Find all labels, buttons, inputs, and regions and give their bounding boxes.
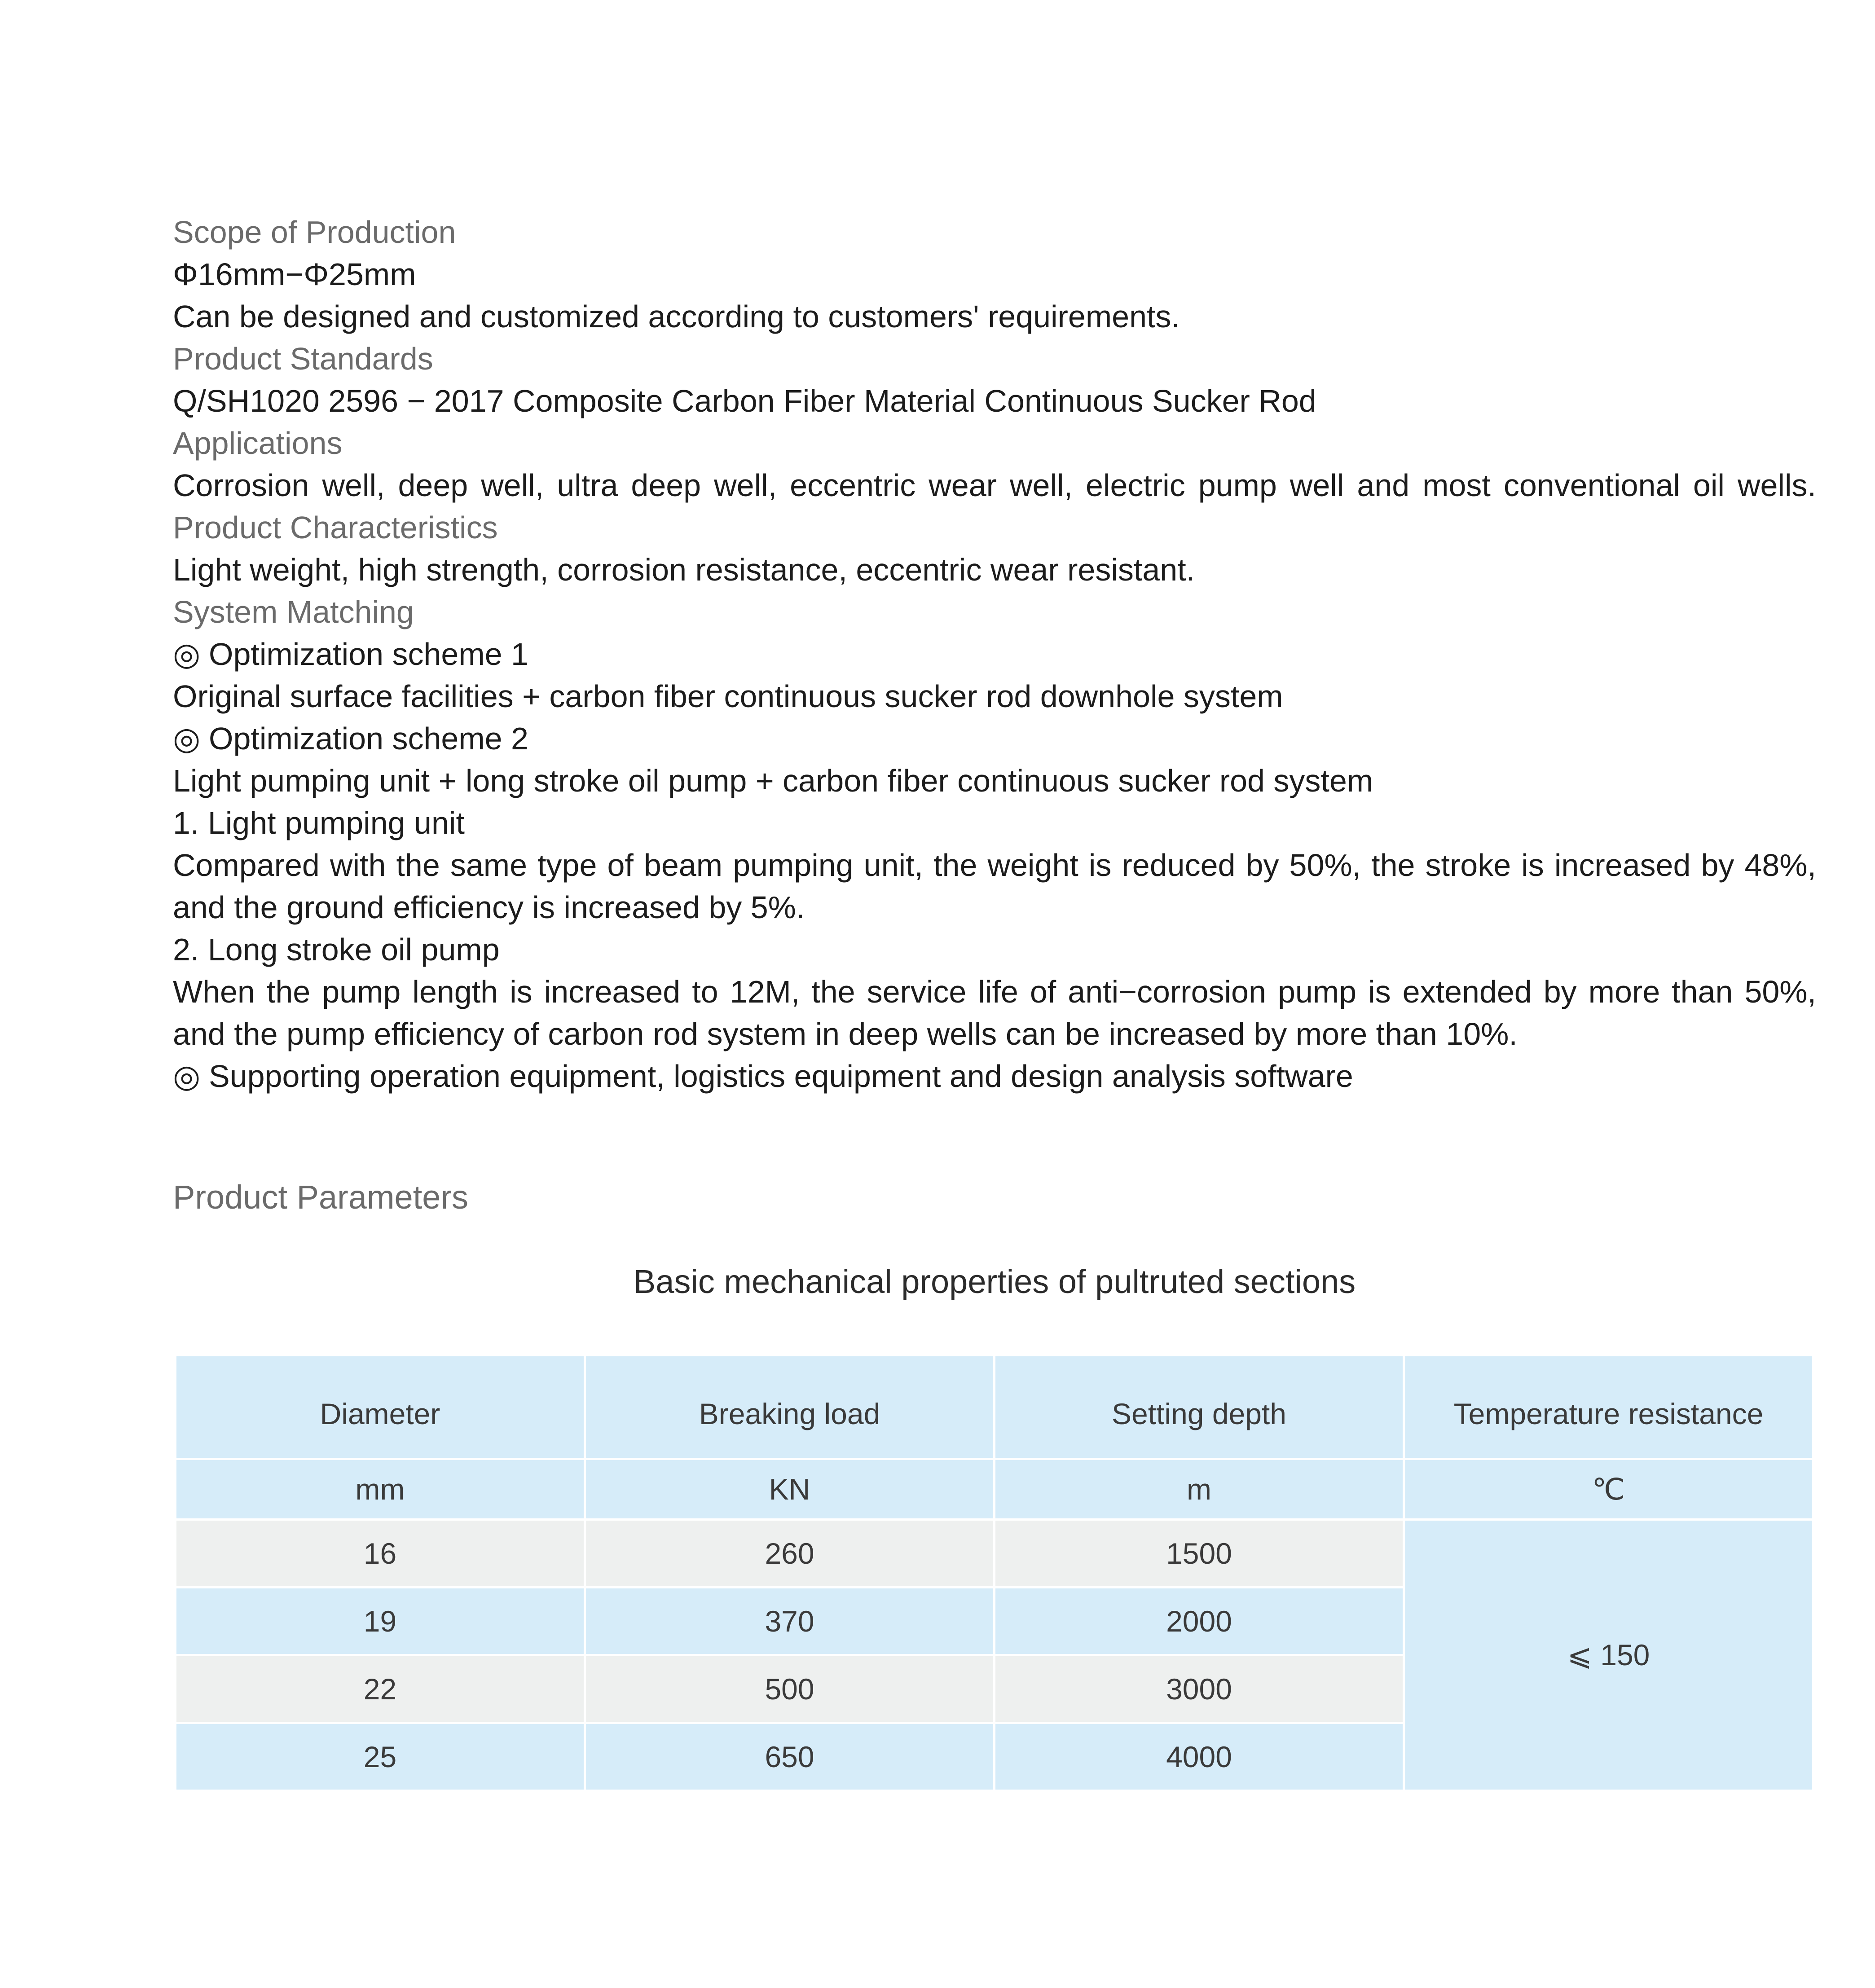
column-unit: m <box>995 1459 1404 1520</box>
table-cell: 22 <box>176 1655 585 1723</box>
table-header-row <box>176 1355 1813 1459</box>
scope-text: Can be designed and customized according to customers' requirements. <box>173 299 1180 334</box>
standards-text: Q/SH1020 2596 − 2017 Composite Carbon Fiber Material Continuous Sucker Rod <box>173 383 1316 418</box>
parameters-table <box>174 1354 1814 1792</box>
table-cell: 1500 <box>995 1520 1404 1588</box>
scope-heading: Scope of Production <box>173 215 456 250</box>
table-cell: 260 <box>585 1520 995 1588</box>
scheme1-title-line <box>173 633 1816 675</box>
item2-title: 2. Long stroke oil pump <box>173 932 500 967</box>
table-cell: 3000 <box>995 1655 1404 1723</box>
item2-text: When the pump length is increased to 12M, the service life of anti−corrosion pump is extended by more than 50%, and the pump efficiency of carbon rod system in deep wells can be increased by more than 10%. <box>173 974 1816 1051</box>
applications-heading: Applications <box>173 426 343 461</box>
column-header: Temperature resistance <box>1404 1355 1813 1459</box>
table-caption: Basic mechanical properties of pultruted sections <box>633 1263 1356 1300</box>
table-unit-row <box>176 1459 1813 1520</box>
scheme2-title: Optimization scheme 2 <box>209 721 528 756</box>
bullet-circle-icon: ◎ <box>173 1059 201 1094</box>
table-cell: 500 <box>585 1655 995 1723</box>
scheme1-title: Optimization scheme 1 <box>209 637 528 672</box>
bullet-circle-icon: ◎ <box>173 721 201 756</box>
standards-heading: Product Standards <box>173 341 433 376</box>
supporting-text: Supporting operation equipment, logistics equipment and design analysis software <box>209 1059 1353 1094</box>
table-cell: 25 <box>176 1723 585 1791</box>
product-description <box>173 211 1816 1097</box>
applications-text: Corrosion well, deep well, ultra deep well, eccentric wear well, electric pump well and most conventional oil wells. <box>173 468 1816 503</box>
item1-title: 1. Light pumping unit <box>173 805 465 840</box>
scheme2-text: Light pumping unit + long stroke oil pump + carbon fiber continuous sucker rod system <box>173 763 1373 798</box>
column-unit: KN <box>585 1459 995 1520</box>
table-cell: 16 <box>176 1520 585 1588</box>
scope-range: Φ16mm−Φ25mm <box>173 257 416 292</box>
table-row <box>176 1520 1813 1588</box>
table-cell: 19 <box>176 1588 585 1655</box>
column-header: Setting depth <box>995 1355 1404 1459</box>
column-unit: ℃ <box>1404 1459 1813 1520</box>
column-unit: mm <box>176 1459 585 1520</box>
table-cell: 4000 <box>995 1723 1404 1791</box>
column-header: Breaking load <box>585 1355 995 1459</box>
temperature-value-cell: ⩽ 150 <box>1404 1520 1813 1791</box>
item1-text: Compared with the same type of beam pumping unit, the weight is reduced by 50%, the stroke is increased by 48%, and the ground efficiency is increased by 5%. <box>173 848 1816 925</box>
table-cell: 650 <box>585 1723 995 1791</box>
bullet-circle-icon: ◎ <box>173 637 201 672</box>
characteristics-text: Light weight, high strength, corrosion resistance, eccentric wear resistant. <box>173 552 1195 587</box>
table-cell: 370 <box>585 1588 995 1655</box>
column-header: Diameter <box>176 1355 585 1459</box>
parameters-heading: Product Parameters <box>173 1179 469 1216</box>
matching-heading: System Matching <box>173 594 414 629</box>
scheme2-title-line <box>173 717 1816 760</box>
supporting-line <box>173 1055 1816 1097</box>
characteristics-heading: Product Characteristics <box>173 510 498 545</box>
scheme1-text: Original surface facilities + carbon fiber continuous sucker rod downhole system <box>173 679 1283 714</box>
table-cell: 2000 <box>995 1588 1404 1655</box>
